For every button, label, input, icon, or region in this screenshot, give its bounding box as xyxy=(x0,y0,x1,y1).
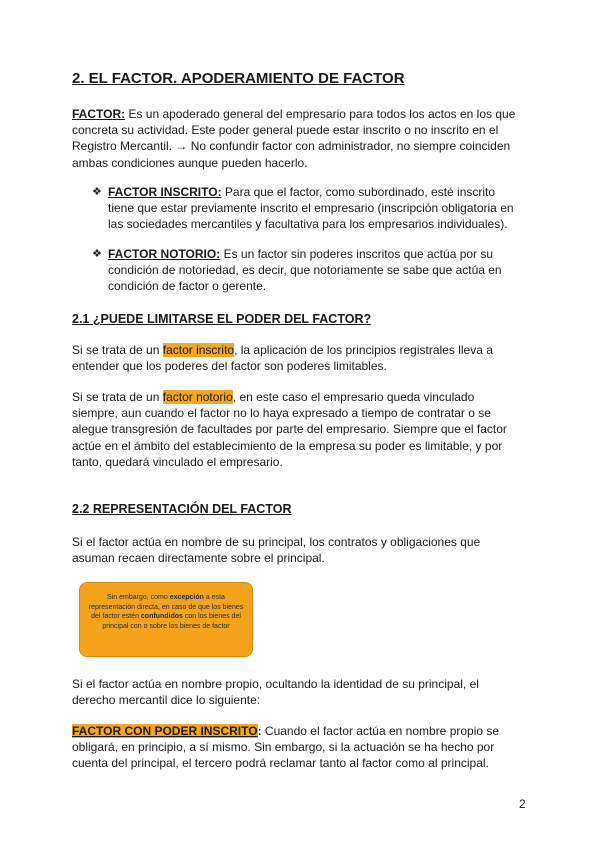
callout-text: a esta representación directa, en caso de que los bienes del factor estén xyxy=(88,594,244,621)
page-number: 2 xyxy=(519,797,526,811)
diamond-bullet-icon: ❖ xyxy=(92,186,102,198)
bullet-factor-inscrito xyxy=(92,184,524,233)
callout-bold: confundidos xyxy=(140,613,183,621)
section-heading-2-1: 2.1 ¿PUEDE LIMITARSE EL PODER DEL FACTOR? xyxy=(72,312,372,326)
main-heading: 2. EL FACTOR. APODERAMIENTO DE FACTOR xyxy=(72,70,405,87)
diamond-bullet-icon: ❖ xyxy=(92,248,102,260)
paragraph-poder-inscrito xyxy=(72,723,522,772)
callout-text: Sin embargo, como xyxy=(107,594,170,601)
factor-definition-text: Es un apoderado general del empresario para todos los actos en los que concreta su actividad. Este poder general puede estar inscrito o no inscrito en el Registro Mercantil. → No confundir factor con administrador, no siempre coinciden ambas condiciones aunque pueden hacerlo. xyxy=(72,107,516,170)
bullet-factor-notorio xyxy=(92,246,524,295)
exception-callout xyxy=(79,582,253,657)
bullet-term: FACTOR INSCRITO: xyxy=(108,185,222,199)
highlight-factor-inscrito: factor inscrito xyxy=(162,343,235,357)
text-run: Si se trata de un xyxy=(72,343,163,357)
paragraph-factor-inscrito xyxy=(72,342,522,374)
callout-bold: excepción xyxy=(169,594,204,601)
section-heading-2-2: 2.2 REPRESENTACIÓN DEL FACTOR xyxy=(72,502,292,516)
paragraph-nombre-propio: Si el factor actúa en nombre propio, ocultando la identidad de su principal, el derecho mercantil dice lo siguiente: xyxy=(72,677,479,708)
text-run: Si se trata de un xyxy=(72,390,163,404)
highlight-poder-inscrito: FACTOR CON PODER INSCRITO xyxy=(72,724,258,738)
paragraph-factor-notorio xyxy=(72,389,522,470)
highlight-factor-notorio: factor notorio xyxy=(162,390,233,404)
text-run: , en este caso el empresario queda vinculado siempre, aun cuando el factor no lo haya expresado a tiempo de contratar o se alegue transgresión de facultades por parte del empresario. Siempre que el factor actúe en el ámbito del establecimiento de la empresa su poder es limitable, y por tanto, quedará vinculado el empresario. xyxy=(72,390,507,469)
bullet-text: Para que el factor, como subordinado, esté inscrito tiene que estar previamente inscrito el empresario (inscripción obligatoria en las sociedades mercantiles y facultativa para los empresarios individuales). xyxy=(108,185,514,232)
bullet-text: Es un factor sin poderes inscritos que actúa por su condición de notoriedad, es decir, que notoriamente se sabe que actúa en condición de factor o gerente. xyxy=(108,247,502,294)
paragraph-representacion: Si el factor actúa en nombre de su principal, los contratos y obligaciones que asuman recaen directamente sobre el principal. xyxy=(72,535,481,566)
callout-text: con los bienes del principal con o sobre los bienes de factor xyxy=(102,613,241,630)
bullet-term: FACTOR NOTORIO: xyxy=(108,247,221,261)
term-colon: : xyxy=(257,724,262,738)
text-run: , la aplicación de los principios registrales lleva a entender que los poderes del factor son poderes limitables. xyxy=(72,343,493,374)
factor-definition xyxy=(72,106,522,171)
text-run: Cuando el factor actúa en nombre propio se obligará, en principio, a sí mismo. Sin embargo, si la actuación se ha hecho por cuenta del principal, el tercero podrá reclamar tanto al factor como al principal. xyxy=(72,724,500,771)
factor-term: FACTOR: xyxy=(72,107,126,121)
